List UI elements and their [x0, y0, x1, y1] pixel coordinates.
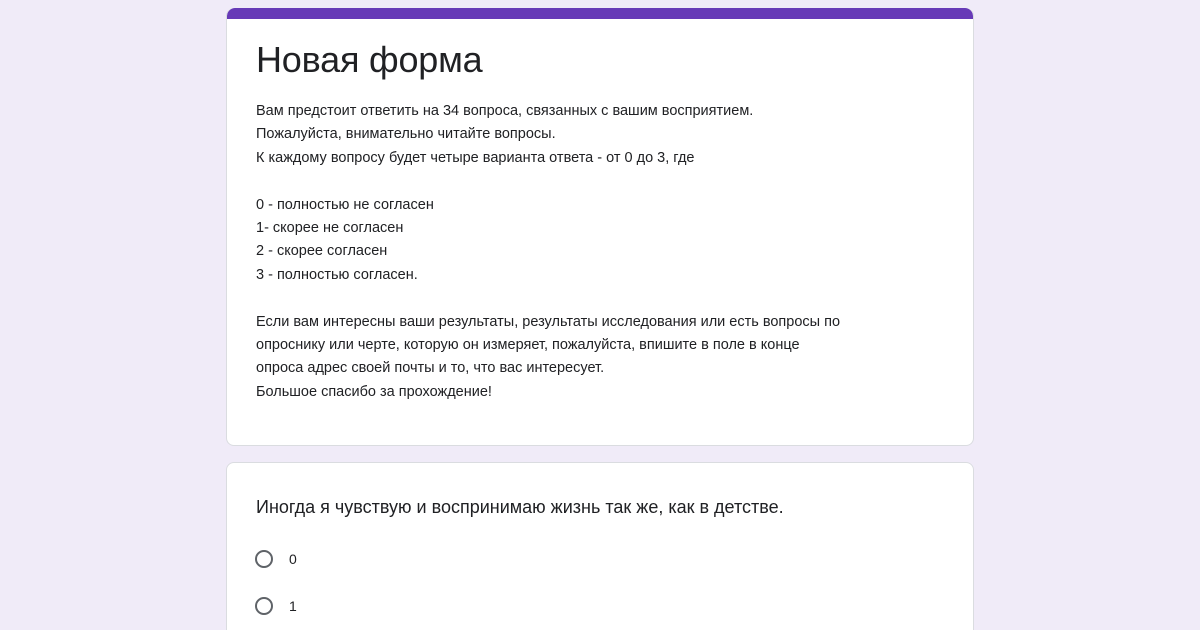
question-card [226, 462, 974, 630]
description-line: 3 - полностью согласен. [256, 266, 418, 283]
form-accent-bar [227, 8, 973, 19]
description-line: Большое спасибо за прохождение! [256, 383, 492, 400]
answer-option-0[interactable] [255, 550, 297, 568]
form-title: Новая форма [256, 39, 483, 80]
description-line: К каждому вопросу будет четыре варианта ответа - от 0 до 3, где [256, 149, 695, 166]
description-line: Вам предстоит ответить на 34 вопроса, связанных с вашим восприятием. [256, 103, 754, 119]
description-line: 1- скорее не согласен [256, 220, 404, 237]
description-line: опроса адрес своей почты и то, что вас интересует. [256, 360, 605, 377]
description-blank-line [256, 287, 956, 310]
option-label: 1 [289, 598, 297, 614]
radio-button[interactable] [255, 550, 273, 568]
question-title: Иногда я чувствую и воспринимаю жизнь так же, как в детстве. [256, 497, 784, 517]
option-label: 0 [289, 551, 297, 567]
description-line: 0 - полностью не согласен [256, 196, 434, 213]
description-line: Если вам интересны ваши результаты, результаты исследования или есть вопросы по [256, 313, 841, 330]
description-line: 2 - скорее согласен [256, 243, 388, 260]
description-line: опроснику или черте, которую он измеряет, пожалуйста, впишите в поле в конце [256, 337, 800, 354]
description-blank-line [256, 170, 956, 193]
form-description [256, 100, 956, 404]
radio-button[interactable] [255, 597, 273, 615]
description-line: Пожалуйста, внимательно читайте вопросы. [256, 126, 556, 143]
answer-option-1[interactable] [255, 597, 297, 615]
form-header-card [226, 8, 974, 446]
